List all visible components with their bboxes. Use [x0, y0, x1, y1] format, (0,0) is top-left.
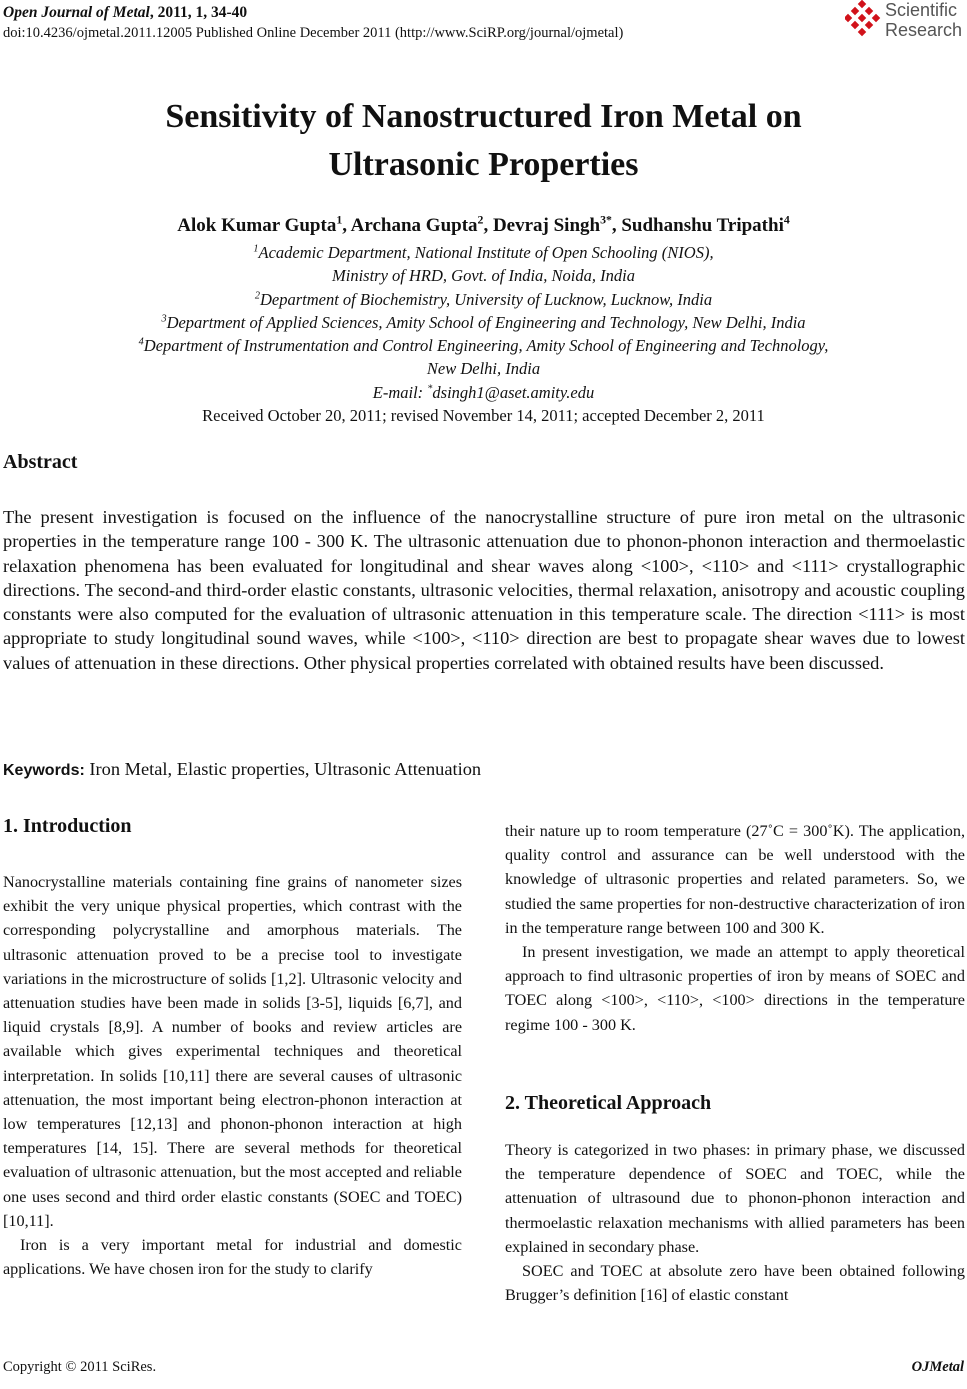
received-dates: Received October 20, 2011; revised November 14, 2011; accepted December 2, 2011 [202, 406, 765, 426]
journal-citation [3, 2, 623, 23]
author: Archana Gupta [350, 215, 478, 236]
paragraph: SOEC and TOEC at absolute zero have been obtained following Brugger’s definition [16] of elastic constant [505, 1262, 965, 1305]
logo-text [885, 0, 962, 40]
author-sup: 3* [600, 213, 612, 227]
email-label: E-mail [372, 382, 418, 402]
section-2-heading: 2. Theoretical Approach [505, 1092, 712, 1114]
affiliation-sup: 2 [254, 290, 260, 302]
email-line: E-mail: *dsingh1@aset.amity.edu [372, 382, 595, 402]
title-line-2: Ultrasonic Properties [328, 146, 639, 183]
email-address[interactable]: dsingh1@aset.amity.edu [432, 382, 595, 402]
abstract-heading: Abstract [3, 451, 78, 473]
author-sup: 1 [336, 213, 343, 227]
affiliation-line: $^4$Department of Instrumentation and Control Engineering, Amity School of Engineering and Technology, [138, 336, 829, 356]
author-sup: 4 [783, 213, 790, 227]
logo-mark-icon [845, 0, 883, 40]
title-line-1: Sensitivity of Nanostructured Iron Metal on [165, 98, 802, 135]
keywords-text: Iron Metal, Elastic properties, Ultrasonic Attenuation [89, 759, 482, 779]
affiliation-line: $^2$Department of Biochemistry, University of Lucknow, Lucknow, India [254, 289, 713, 309]
author: Devraj Singh [492, 215, 601, 236]
journal-volume: , 2011, 1, 34-40 [149, 4, 248, 21]
right-column-section-2 [505, 1138, 965, 1307]
affiliation-sup: 4 [138, 336, 144, 348]
affiliation-line: New Delhi, India [426, 359, 541, 379]
copyright: Copyright © 2011 SciRes. [3, 1359, 157, 1375]
journal-abbr: OJMetal [911, 1359, 964, 1375]
abstract-text: The present investigation is focused on the influence of the nanocrystalline structure of pure iron metal on the ultrasonic properties in the temperature range 100 - 300 K. The ultrasonic attenuation due to phonon-phonon interaction and thermoelastic relaxation phenomena has been evaluated for longitudinal and shear waves along <100>, <110> and <111> crystallographic directions. The second-and third-order elastic constants, ultrasonic velocities, thermal relaxation, anisotropy and acoustic coupling constants were also computed for the evaluation of ultrasonic attenuation in this temperature scale. The direction <111> is most appropriate to study longitudinal sound waves, while <100>, <110> direction are best to propagate shear waves due to lowest values of attenuation in these directions. Other physical properties correlated with obtained results have been discussed. [3, 507, 965, 673]
author-list: Alok Kumar Gupta$^1$, Archana Gupta$^2$, Devraj Singh$^{3*}$, Sudhanshu Tripathi$^4$ [177, 213, 790, 236]
paragraph: Iron is a very important metal for industrial and domestic applications. We have chosen iron for the study to clarify [3, 1236, 462, 1279]
keywords [3, 759, 481, 780]
publisher-logo [845, 0, 965, 44]
logo-text-line2: Research [885, 20, 963, 40]
paragraph: Nanocrystalline materials containing fine grains of nanometer sizes exhibit the very unique physical properties, which contrast with the corresponding polycrystalline and amorphous materials. The ultrasonic attenuation proved to be a precise tool to investigate variations in the microstructure of solids [1,2]. Ultrasonic velocity and attenuation studies have been made in solids [3-5], liquids [6,7], and liquid crystals [8,9]. A number of books and review articles are available which gives experimental techniques and theoretical interpretation. In solids [10,11] there are several causes of ultrasonic attenuation, the most important being electron-phonon interaction at low temperatures [12,13] and phonon-phonon interaction at high temperatures [14, 15]. There are several methods for theoretical evaluation of ultrasonic attenuation, but the most accepted and reliable one uses second and third order elastic constants (SOEC and TOEC) [10,11]. [3, 873, 462, 1230]
journal-name: Open Journal of Metal [3, 4, 150, 21]
paper-title [0, 93, 967, 189]
author-sup: 2 [477, 213, 484, 227]
paragraph: their nature up to room temperature (27˚C = 300˚K). The application, quality control and assurance can be well understood with the knowledge of ultrasonic properties and related parameters. So, we studied the same properties for non-destructive characterization of iron in the temperature range between 100 and 300 K. [505, 822, 965, 937]
logo-text-line1: Scientific [885, 0, 958, 20]
affiliation-sup: 3 [161, 313, 167, 325]
doi-line: doi:10.4236/ojmetal.2011.12005 Published Online December 2011 (http://www.SciRP.org/journal/ojmetal) [3, 25, 624, 41]
affiliations [0, 241, 967, 427]
keywords-label: Keywords: [3, 762, 85, 779]
left-column [3, 870, 462, 1281]
page-footer [3, 1359, 964, 1376]
paragraph: Theory is categorized in two phases: in primary phase, we discussed the temperature dependence of SOEC and TOEC, while the attenuation of ultrasound due to phonon-phonon interaction and thermoelastic relaxation mechanisms with allied parameters has been explained in secondary phase. [505, 1141, 965, 1256]
section-1-heading: 1. Introduction [3, 815, 132, 837]
affiliation-line: $^1$Academic Department, National Institute of Open Schooling (NIOS), [253, 243, 714, 262]
right-column [505, 819, 965, 1037]
affiliation-sup: 1 [253, 243, 259, 255]
paragraph: In present investigation, we made an attempt to apply theoretical approach to find ultrasonic properties of iron by means of SOEC and TOEC along <100>, <110>, <100> directions in the temperature regime 100 - 300 K. [505, 943, 965, 1034]
affiliation-line: Ministry of HRD, Govt. of India, Noida, India [332, 266, 635, 286]
author: Sudhanshu Tripathi [621, 215, 784, 236]
author: Alok Kumar Gupta [177, 215, 337, 236]
affiliation-line: $^3$Department of Applied Sciences, Amity School of Engineering and Technology, New Delhi, India [161, 312, 806, 332]
running-header [3, 2, 623, 44]
